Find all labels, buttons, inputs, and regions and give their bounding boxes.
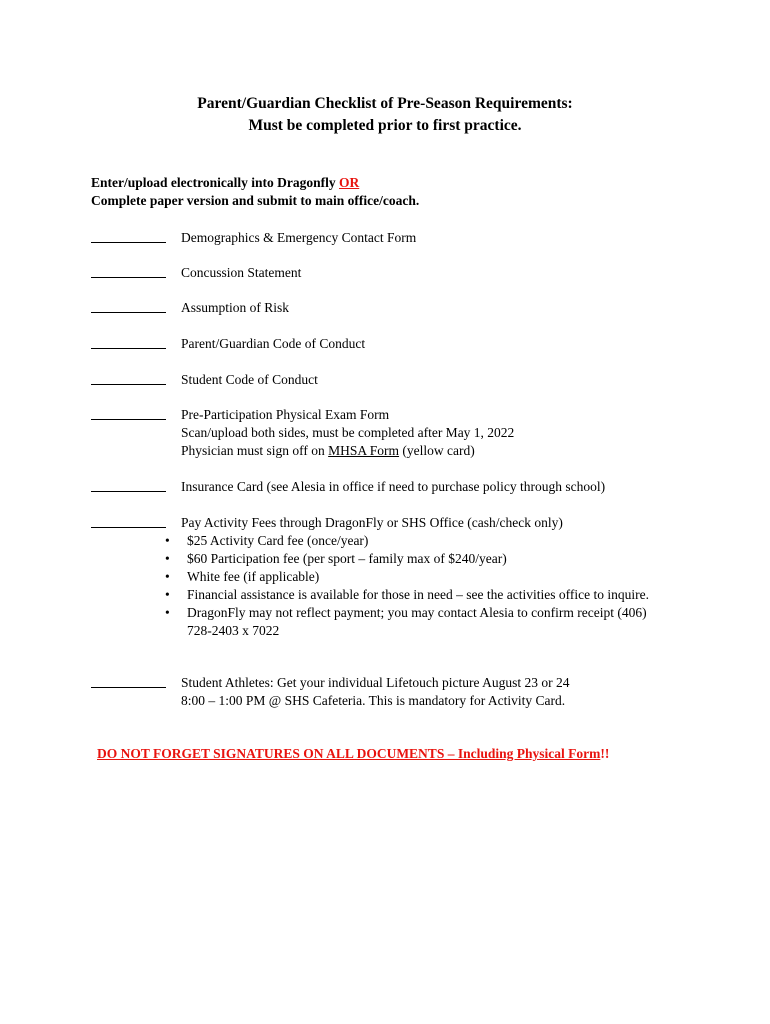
- item-label: Assumption of Risk: [181, 300, 290, 315]
- bullet-text: Financial assistance is available for those in need – see the activities office to inquire.: [187, 587, 649, 602]
- list-item: [165, 586, 667, 604]
- checklist-item-text: [181, 335, 681, 353]
- checklist-item-text: [181, 674, 681, 710]
- fee-bullet-list: [165, 532, 681, 640]
- item-label: Student Code of Conduct: [181, 372, 318, 387]
- item-label: Concussion Statement: [181, 265, 302, 280]
- item-detail-prefix: Physician must sign off on: [181, 443, 329, 458]
- title-line-2: Must be completed prior to first practice.: [248, 117, 522, 134]
- item-label: Pay Activity Fees through DragonFly or SHS Office (cash/check only): [181, 515, 563, 530]
- item-detail: Scan/upload both sides, must be completed after May 1, 2022: [181, 425, 515, 440]
- page-title: [0, 93, 770, 137]
- checkoff-blank[interactable]: [91, 242, 166, 243]
- list-item: [165, 550, 667, 568]
- signature-reminder-text: DO NOT FORGET SIGNATURES ON ALL DOCUMENTS – Including Physical Form: [97, 746, 601, 761]
- checkoff-blank[interactable]: [91, 384, 166, 385]
- item-label: Pre-Participation Physical Exam Form: [181, 407, 390, 422]
- checkoff-blank[interactable]: [91, 419, 166, 420]
- checklist-item-text: [181, 406, 681, 460]
- intro-line-1: [91, 174, 419, 192]
- title-line-1: Parent/Guardian Checklist of Pre-Season Requirements:: [197, 95, 573, 112]
- item-label: Parent/Guardian Code of Conduct: [181, 336, 366, 351]
- intro-instructions: [91, 174, 419, 210]
- checkoff-blank[interactable]: [91, 312, 166, 313]
- or-emphasis: OR: [339, 175, 360, 190]
- item-detail: 8:00 – 1:00 PM @ SHS Cafeteria. This is mandatory for Activity Card.: [181, 693, 566, 708]
- checklist-item-text: [181, 371, 681, 389]
- checkoff-blank[interactable]: [91, 527, 166, 528]
- list-item: [165, 568, 667, 586]
- bullet-icon: •: [165, 533, 170, 548]
- item-detail-suffix: (yellow card): [399, 443, 475, 458]
- list-item: [165, 532, 667, 550]
- checklist-item-text: [181, 478, 681, 496]
- bullet-icon: •: [165, 569, 170, 584]
- item-detail: [181, 442, 681, 460]
- checklist-item-text: [181, 264, 681, 282]
- bullet-text: $60 Participation fee (per sport – family max of $240/year): [187, 551, 507, 566]
- checklist-item-text: [181, 229, 681, 247]
- checkoff-blank[interactable]: [91, 277, 166, 278]
- bullet-text: $25 Activity Card fee (once/year): [187, 533, 369, 548]
- mhsa-form-link[interactable]: MHSA Form: [328, 443, 400, 458]
- item-label: Demographics & Emergency Contact Form: [181, 230, 417, 245]
- bullet-text: White fee (if applicable): [187, 569, 320, 584]
- bullet-icon: •: [165, 551, 170, 566]
- bullet-icon: •: [165, 605, 170, 620]
- intro-line-1-text: Enter/upload electronically into Dragonfly: [91, 175, 339, 190]
- signature-reminder: [97, 745, 609, 763]
- list-item: [165, 604, 667, 640]
- item-label: Insurance Card (see Alesia in office if need to purchase policy through school): [181, 479, 606, 494]
- checkoff-blank[interactable]: [91, 491, 166, 492]
- intro-line-2: Complete paper version and submit to main office/coach.: [91, 193, 420, 208]
- bullet-icon: •: [165, 587, 170, 602]
- checklist-item-text: [165, 514, 681, 640]
- checkoff-blank[interactable]: [91, 687, 166, 688]
- signature-reminder-exclaim: !!: [600, 746, 610, 761]
- item-label: Student Athletes: Get your individual Lifetouch picture August 23 or 24: [181, 675, 570, 690]
- checkoff-blank[interactable]: [91, 348, 166, 349]
- checklist-item-text: [181, 299, 681, 317]
- bullet-text: DragonFly may not reflect payment; you may contact Alesia to confirm receipt (406) 728-2403 x 7022: [187, 605, 647, 638]
